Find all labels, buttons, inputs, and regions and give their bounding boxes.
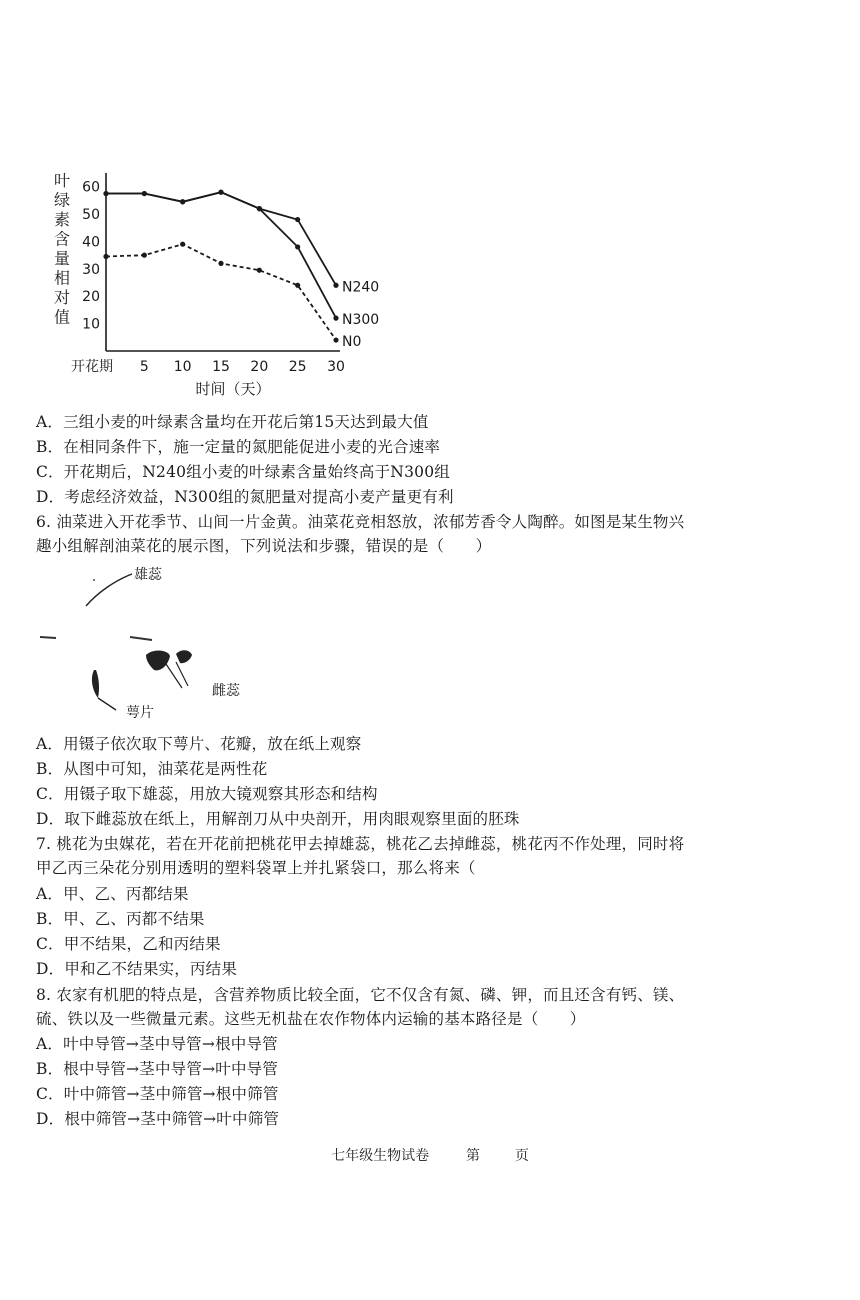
q6-stem-line2: 趣小组解剖油菜花的展示图，下列说法和步骤，错误的是（ ） bbox=[36, 537, 492, 555]
x-axis-label: 时间（天） bbox=[195, 380, 271, 398]
y-axis-label-char: 相 bbox=[53, 268, 71, 288]
label-pistil: 雌蕊 bbox=[212, 683, 240, 699]
y-axis-label-char: 素 bbox=[53, 210, 71, 229]
data-point bbox=[142, 191, 147, 196]
q8-option-b: B．根中导管→茎中导管→叶中导管 bbox=[36, 1060, 279, 1078]
q5-option-a: A．三组小麦的叶绿素含量均在开花后第15天达到最大值 bbox=[36, 413, 429, 431]
y-axis-label-char: 量 bbox=[53, 249, 71, 268]
series-label-n240: N240 bbox=[342, 279, 380, 296]
flower-dissection-drawing bbox=[36, 560, 296, 725]
pistil-shape-2 bbox=[176, 650, 192, 663]
y-tick-label: 10 bbox=[82, 316, 100, 333]
pistil-leader-line-a bbox=[166, 664, 182, 688]
q5-option-b: B．在相同条件下，施一定量的氮肥能促进小麦的光合速率 bbox=[36, 438, 441, 456]
series-label-n0: N0 bbox=[342, 334, 362, 351]
pistil-shape-1 bbox=[146, 651, 170, 671]
data-point bbox=[333, 337, 338, 342]
q7-option-b: B．甲、乙、丙都不结果 bbox=[36, 910, 205, 928]
speck bbox=[93, 579, 95, 581]
q7-option-d: D．甲和乙不结果实，丙结果 bbox=[36, 960, 238, 978]
data-point bbox=[333, 283, 338, 288]
data-point bbox=[103, 191, 108, 196]
q5-option-d: D．考虑经济效益，N300组的氮肥量对提高小麦产量更有利 bbox=[36, 488, 454, 506]
sepal-shape bbox=[92, 670, 99, 698]
q7-stem-line1: 7. 桃花为虫媒花，若在开花前把桃花甲去掉雄蕊，桃花乙去掉雌蕊，桃花丙不作处理，同时将 bbox=[36, 835, 685, 853]
label-stamen: 雄蕊 bbox=[134, 567, 162, 583]
x-tick-label: 20 bbox=[250, 359, 269, 375]
data-point bbox=[218, 190, 223, 195]
footer-page-suffix: 页 bbox=[514, 1148, 529, 1164]
series-line-n240 bbox=[106, 192, 336, 285]
y-tick-label: 50 bbox=[82, 207, 100, 224]
y-tick-label: 20 bbox=[82, 289, 100, 306]
page-footer bbox=[0, 1145, 860, 1165]
series-line-n0 bbox=[106, 244, 336, 340]
q6-option-c: C．用镊子取下雄蕊，用放大镜观察其形态和结构 bbox=[36, 785, 378, 803]
x-tick-label: 5 bbox=[139, 359, 149, 375]
data-point bbox=[257, 268, 262, 273]
sepal-leader-line bbox=[98, 698, 116, 710]
q6-option-b: B．从图中可知，油菜花是两性花 bbox=[36, 760, 268, 778]
q8-option-a: A．叶中导管→茎中导管→根中导管 bbox=[36, 1035, 278, 1053]
data-point bbox=[257, 206, 262, 211]
series-line-n300 bbox=[106, 192, 336, 318]
data-point bbox=[142, 253, 147, 258]
y-axis-label-char: 叶 bbox=[53, 171, 71, 190]
q7-stem-line2: 甲乙丙三朵花分别用透明的塑料袋罩上并扎紧袋口，那么将来（ bbox=[36, 859, 476, 877]
footer-title: 七年级生物试卷 bbox=[331, 1148, 430, 1164]
q8-stem-line1: 8. 农家有机肥的特点是，含营养物质比较全面，它不仅含有氮、磷、钾，而且还含有钙、镁、 bbox=[36, 986, 685, 1004]
footer-page-prefix: 第 bbox=[466, 1148, 480, 1164]
x-start-label: 开花期 bbox=[71, 359, 113, 375]
y-tick-label: 40 bbox=[82, 234, 100, 251]
stamen-leader-line bbox=[86, 574, 132, 606]
rapeseed-flower-figure bbox=[36, 560, 296, 725]
q7-option-c: C．甲不结果，乙和丙结果 bbox=[36, 935, 221, 953]
y-tick-label: 60 bbox=[82, 179, 100, 196]
q7-option-a: A．甲、乙、丙都结果 bbox=[36, 885, 189, 903]
q6-option-a: A．用镊子依次取下萼片、花瓣，放在纸上观察 bbox=[36, 735, 362, 753]
y-tick-label: 30 bbox=[82, 261, 100, 278]
q8-option-d: D．根中筛管→茎中筛管→叶中筛管 bbox=[36, 1110, 280, 1128]
y-axis-label-char: 含 bbox=[53, 229, 71, 249]
data-point bbox=[218, 261, 223, 266]
data-point bbox=[295, 283, 300, 288]
x-tick-label: 10 bbox=[173, 359, 192, 375]
q5-option-c: C．开花期后，N240组小麦的叶绿素含量始终高于N300组 bbox=[36, 463, 450, 481]
q6-option-d: D．取下雌蕊放在纸上，用解剖刀从中央剖开，用肉眼观察里面的胚珠 bbox=[36, 810, 520, 828]
x-tick-label: 30 bbox=[327, 359, 345, 375]
data-point bbox=[295, 217, 300, 222]
data-point bbox=[180, 242, 185, 247]
data-point bbox=[103, 254, 108, 259]
data-point bbox=[333, 316, 338, 321]
x-tick-label: 15 bbox=[212, 359, 230, 375]
series-label-n300: N300 bbox=[342, 312, 380, 329]
petal-mark-right bbox=[130, 637, 152, 640]
y-axis-label-char: 绿 bbox=[53, 190, 71, 210]
q6-stem-line1: 6. 油菜进入开花季节、山间一片金黄。油菜花竞相怒放，浓郁芳香令人陶醉。如图是某生物兴 bbox=[36, 513, 685, 531]
data-point bbox=[295, 244, 300, 249]
label-sepal: 萼片 bbox=[126, 705, 154, 721]
petal-mark-left bbox=[40, 637, 56, 638]
data-point bbox=[180, 199, 185, 204]
q8-stem-line2: 硫、铁以及一些微量元素。这些无机盐在农作物体内运输的基本路径是（ ） bbox=[36, 1010, 586, 1028]
y-axis-label-char: 值 bbox=[53, 307, 71, 327]
chart-svg bbox=[50, 168, 380, 400]
y-axis-label-char: 对 bbox=[53, 288, 71, 307]
q8-option-c: C．叶中筛管→茎中筛管→根中筛管 bbox=[36, 1085, 279, 1103]
chlorophyll-chart bbox=[50, 168, 380, 400]
x-tick-label: 25 bbox=[288, 359, 307, 375]
